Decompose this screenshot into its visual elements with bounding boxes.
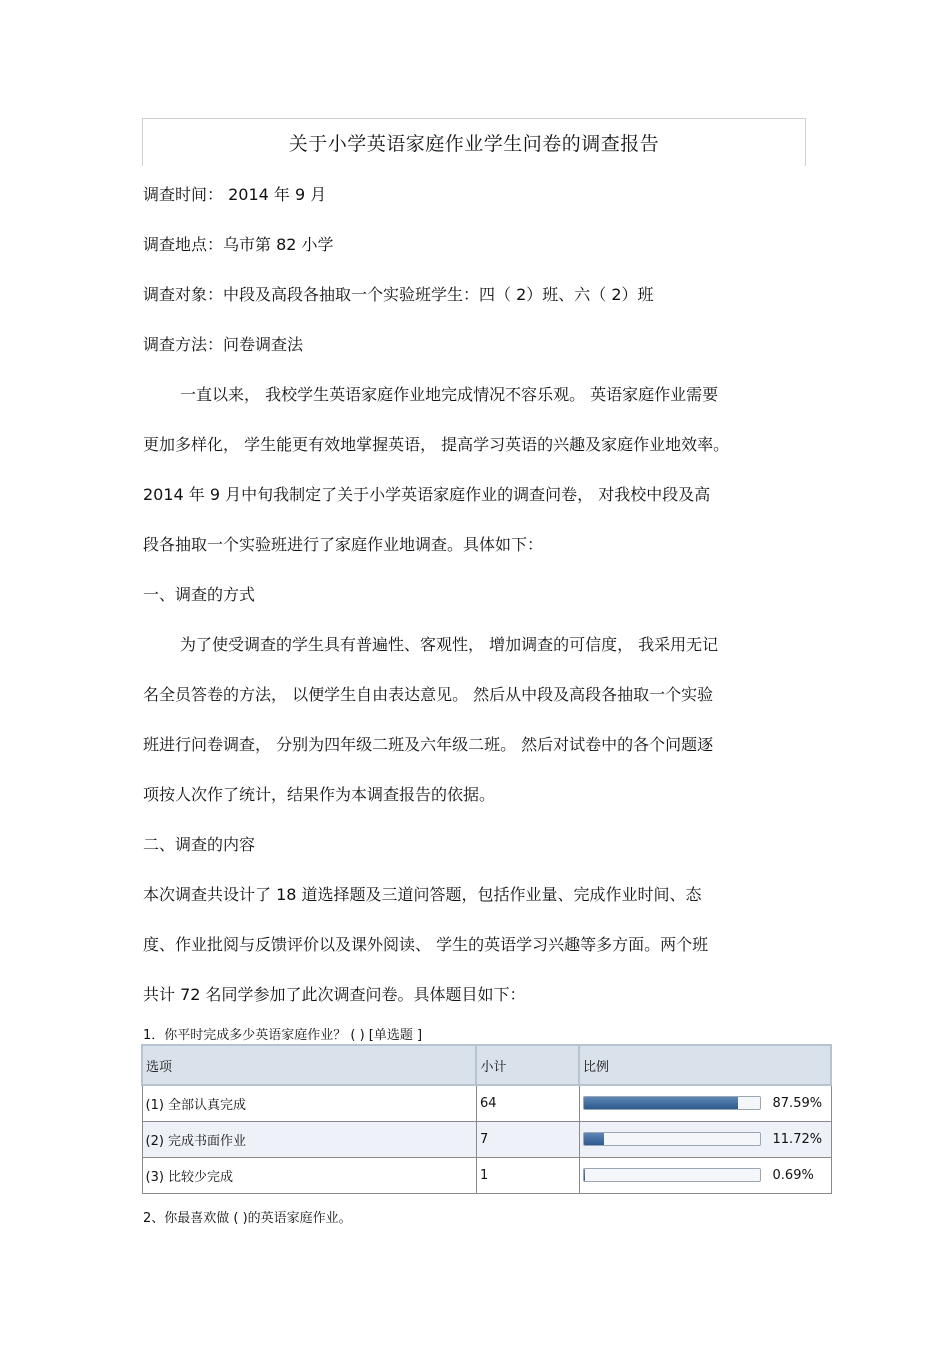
section2-line: 共计 72 名同学参加了此次调查问卷。具体题目如下：: [143, 985, 526, 1004]
question2-title: 2、你最喜欢做 ( )的英语家庭作业。: [143, 1211, 352, 1226]
document-title: 关于小学英语家庭作业学生问卷的调查报告: [288, 133, 660, 155]
percent-label: 87.59%: [772, 1095, 823, 1111]
table-header-row: [142, 1045, 831, 1085]
option-label: (3) 比较少完成: [142, 1157, 476, 1193]
intro-line: 更加多样化， 学生能更有效地掌握英语， 提高学习英语的兴趣及家庭作业地效率。: [143, 435, 730, 454]
intro-line: 2014 年 9 月中旬我制定了关于小学英语家庭作业的调查问卷， 对我校中段及高: [143, 485, 711, 504]
percent-bar-fill: [584, 1097, 738, 1109]
header-count: 小计: [476, 1045, 579, 1085]
percent-label: 11.72%: [772, 1131, 823, 1147]
survey-method: 调查方法：问卷调查法: [143, 335, 304, 354]
intro-line: 段各抽取一个实验班进行了家庭作业地调查。具体如下：: [143, 535, 544, 554]
table-row: [142, 1121, 831, 1157]
section1-heading: 一、调查的方式: [143, 585, 256, 604]
survey-time: 调查时间： 2014 年 9 月: [143, 185, 327, 204]
section2-line: 本次调查共设计了 18 道选择题及三道问答题，包括作业量、完成作业时间、态: [143, 885, 702, 904]
percent-bar: [583, 1096, 761, 1110]
intro-line: 一直以来， 我校学生英语家庭作业地完成情况不容乐观。 英语家庭作业需要: [180, 385, 719, 404]
table-row: [142, 1157, 831, 1193]
section1-line: 名全员答卷的方法， 以便学生自由表达意见。 然后从中段及高段各抽取一个实验: [143, 685, 714, 704]
percent-bar: [583, 1168, 761, 1182]
option-label: (2) 完成书面作业: [142, 1121, 476, 1157]
percent-label: 0.69%: [772, 1167, 814, 1183]
option-percent-cell: [579, 1085, 831, 1121]
percent-bar: [583, 1132, 761, 1146]
header-option: 选项: [142, 1045, 476, 1085]
title-frame: [142, 118, 806, 166]
section1-line: 班进行问卷调查， 分别为四年级二班及六年级二班。 然后对试卷中的各个问题逐: [143, 735, 714, 754]
header-percent: 比例: [579, 1045, 831, 1085]
option-count: 7: [476, 1121, 579, 1157]
question1-results-table: [141, 1044, 832, 1194]
option-count: 64: [476, 1085, 579, 1121]
option-percent-cell: [579, 1121, 831, 1157]
section1-line: 为了使受调查的学生具有普遍性、客观性， 增加调查的可信度， 我采用无记: [180, 635, 719, 654]
section1-line: 项按人次作了统计，结果作为本调查报告的依据。: [143, 785, 496, 804]
section2-line: 度、作业批阅与反馈评价以及课外阅读、 学生的英语学习兴趣等多方面。两个班: [143, 935, 709, 954]
question1-title: 1．你平时完成多少英语家庭作业？ ( ) [单选题 ]: [143, 1028, 423, 1043]
survey-subjects: 调查对象：中段及高段各抽取一个实验班学生：四（ 2）班、六（ 2）班: [143, 285, 654, 304]
option-label: (1) 全部认真完成: [142, 1085, 476, 1121]
option-count: 1: [476, 1157, 579, 1193]
section2-heading: 二、调查的内容: [143, 835, 256, 854]
table-row: [142, 1085, 831, 1121]
percent-bar-fill: [584, 1133, 605, 1145]
percent-bar-fill: [584, 1169, 585, 1181]
option-percent-cell: [579, 1157, 831, 1193]
survey-location: 调查地点：乌市第 82 小学: [143, 235, 334, 254]
